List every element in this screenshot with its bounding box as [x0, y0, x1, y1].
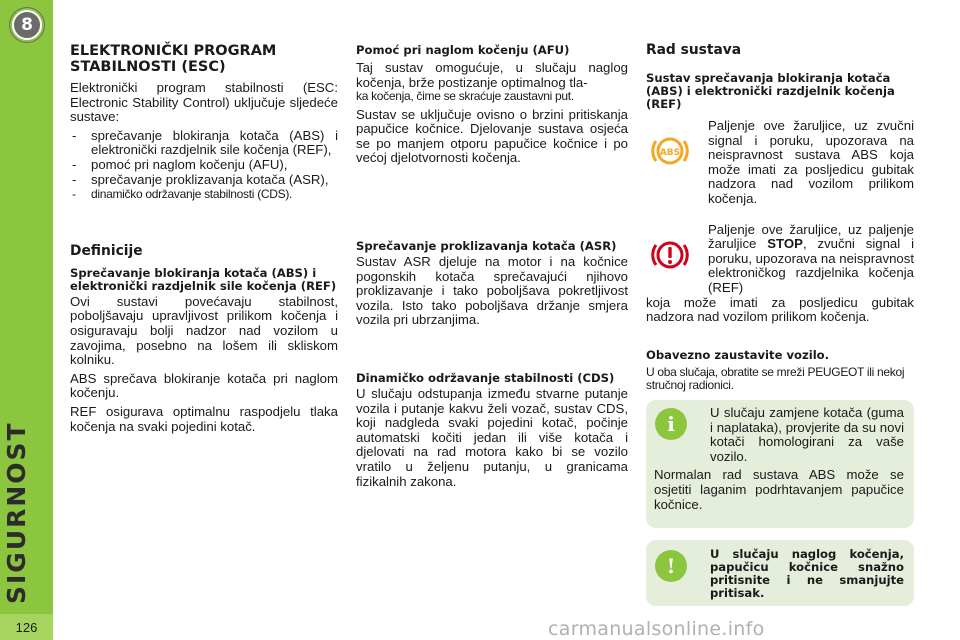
- info-text-1: U slučaju zamjene kotača (guma i naplataka), provjerite da su novi kotači homologirani za vaše vozilo.: [710, 405, 904, 464]
- stop-vehicle-text: U oba slučaja, obratite se mreži PEUGEOT ili nekoj stručnoj radionici.: [646, 364, 905, 393]
- cds-heading: Dinamičko održavanje stabilnosti (CDS): [356, 371, 615, 386]
- abs-warning-text: Paljenje ove žaruljice, uz zvučni signal i poruku, upozorava na neispravnost sustava ABS koja može imati za posljedicu gubitak nadzora nad vozilom prilikom kočenja.: [708, 118, 914, 206]
- list-item: - sprečavanje proklizavanja kotača (ASR),: [70, 173, 338, 188]
- chapter-sidebar: [0, 0, 53, 640]
- column-operation: [646, 40, 914, 397]
- operation-title: Rad sustava: [646, 42, 742, 58]
- abs-warning-lamp-icon: [650, 131, 690, 171]
- abs-ref-paragraph: Ovi sustavi povećavaju stabilnost, poboljšavaju upravljivost prilikom kočenja i osiguravaju bolji nadzor nad vozilom u zavojima, posebno na lošem ili skliskom kolniku.: [70, 293, 338, 368]
- column-esc: [70, 40, 338, 438]
- afu-paragraph-1: Taj sustav omogućuje, u slučaju naglog kočenja, brže postizanje optimalnog tla-: [356, 60, 628, 90]
- esc-intro: Elektronički program stabilnosti (ESC: Electronic Stability Control) uključuje sljedeće sustave:: [70, 80, 338, 125]
- ref-warning: [646, 223, 914, 325]
- ref-paragraph: REF osigurava optimalnu raspodjelu tlaka kočenja na svaki pojedini kotač.: [70, 403, 338, 434]
- info-icon: i: [655, 408, 687, 440]
- stop-label: STOP: [767, 236, 803, 252]
- info-text-2: Normalan rad sustava ABS može se osjetiti laganim podrhtavanjem papučice kočnice.: [654, 467, 904, 512]
- ref-warning-text-end: koja može imati za posljedicu gubitak nadzora nad vozilom prilikom kočenja.: [646, 294, 914, 325]
- column-definitions: [356, 40, 628, 493]
- section-title-esc: ELEKTRONIČKI PROGRAM STABILNOSTI (ESC): [70, 43, 277, 75]
- alert-box: [646, 540, 914, 606]
- afu-paragraph-1-end: ka kočenja, čime se skraćuje zaustavni put.: [356, 89, 574, 104]
- watermark: carmanualsonline.info: [548, 618, 765, 640]
- chapter-number-badge: 8: [12, 10, 42, 40]
- list-item: - sprečavanje blokiranja kotača (ABS) i elektronički razdjelnik sile kočenja (REF),: [70, 129, 338, 158]
- svg-text:ABS: ABS: [659, 148, 681, 158]
- afu-paragraph-2: Sustav se uključuje ovisno o brzini pritiskanja papučice kočnice. Djelovanje sustava osjeća se po manjem otporu papučice kočnice i po većoj djelotvornosti kočenja.: [356, 106, 628, 166]
- asr-heading: Sprečavanje proklizavanja kotača (ASR): [356, 239, 617, 254]
- cds-paragraph: U slučaju odstupanja između stvarne putanje vozila i putanje kakvu želi vozač, sustav CDS, koji nadgleda svaki pojedini kotač, počinje automatski kočiti jedan ili više kotača i djelovati na rad motora kako bi se vozilo vratilo u željenu putanju, u granicama fizikalnih zakona.: [356, 386, 628, 489]
- esc-systems-list: [70, 129, 338, 202]
- alert-text: U slučaju naglog kočenja, papučicu kočnice snažno pritisnite i ne smanjujte pritisak.: [710, 547, 904, 600]
- list-item: - dinamičko održavanje stabilnosti (CDS).: [70, 187, 338, 202]
- stop-vehicle-heading: Obavezno zaustavite vozilo.: [646, 347, 830, 362]
- list-item: - pomoć pri naglom kočenju (AFU),: [70, 158, 338, 173]
- ref-warning-text: Paljenje ove žaruljice, uz paljenje žaruljice STOP, zvučni signal i poruku, upozorava na neispravnost elektroničkog razdjelnika kočenja (REF): [708, 221, 915, 295]
- definitions-title: Definicije: [70, 242, 143, 259]
- afu-heading: Pomoć pri naglom kočenju (AFU): [356, 43, 570, 57]
- abs-paragraph: ABS sprečava blokiranje kotača pri naglom kočenju.: [70, 370, 338, 401]
- info-box: [646, 400, 914, 528]
- abs-ref-heading: Sprečavanje blokiranja kotača (ABS) i elektronički razdjelnik sile kočenja (REF): [70, 265, 337, 293]
- asr-paragraph: Sustav ASR djeluje na motor i na kočnice pogonskih kotača sprečavajući njihovo proklizavanje i tako poboljšava pokretljivost vozila. Isto tako poboljšava držanje smjera vozila pri ubrzanjima.: [356, 254, 628, 328]
- abs-warning: [646, 119, 914, 207]
- brake-warning-lamp-icon: [650, 235, 690, 275]
- abs-ref-system-heading: Sustav sprečavanja blokiranja kotača (ABS) i elektronički razdjelnik kočenja (REF): [646, 71, 895, 111]
- exclamation-icon: !: [655, 550, 687, 582]
- page-number: 126: [0, 614, 53, 640]
- chapter-title: SIGURNOST: [2, 421, 31, 604]
